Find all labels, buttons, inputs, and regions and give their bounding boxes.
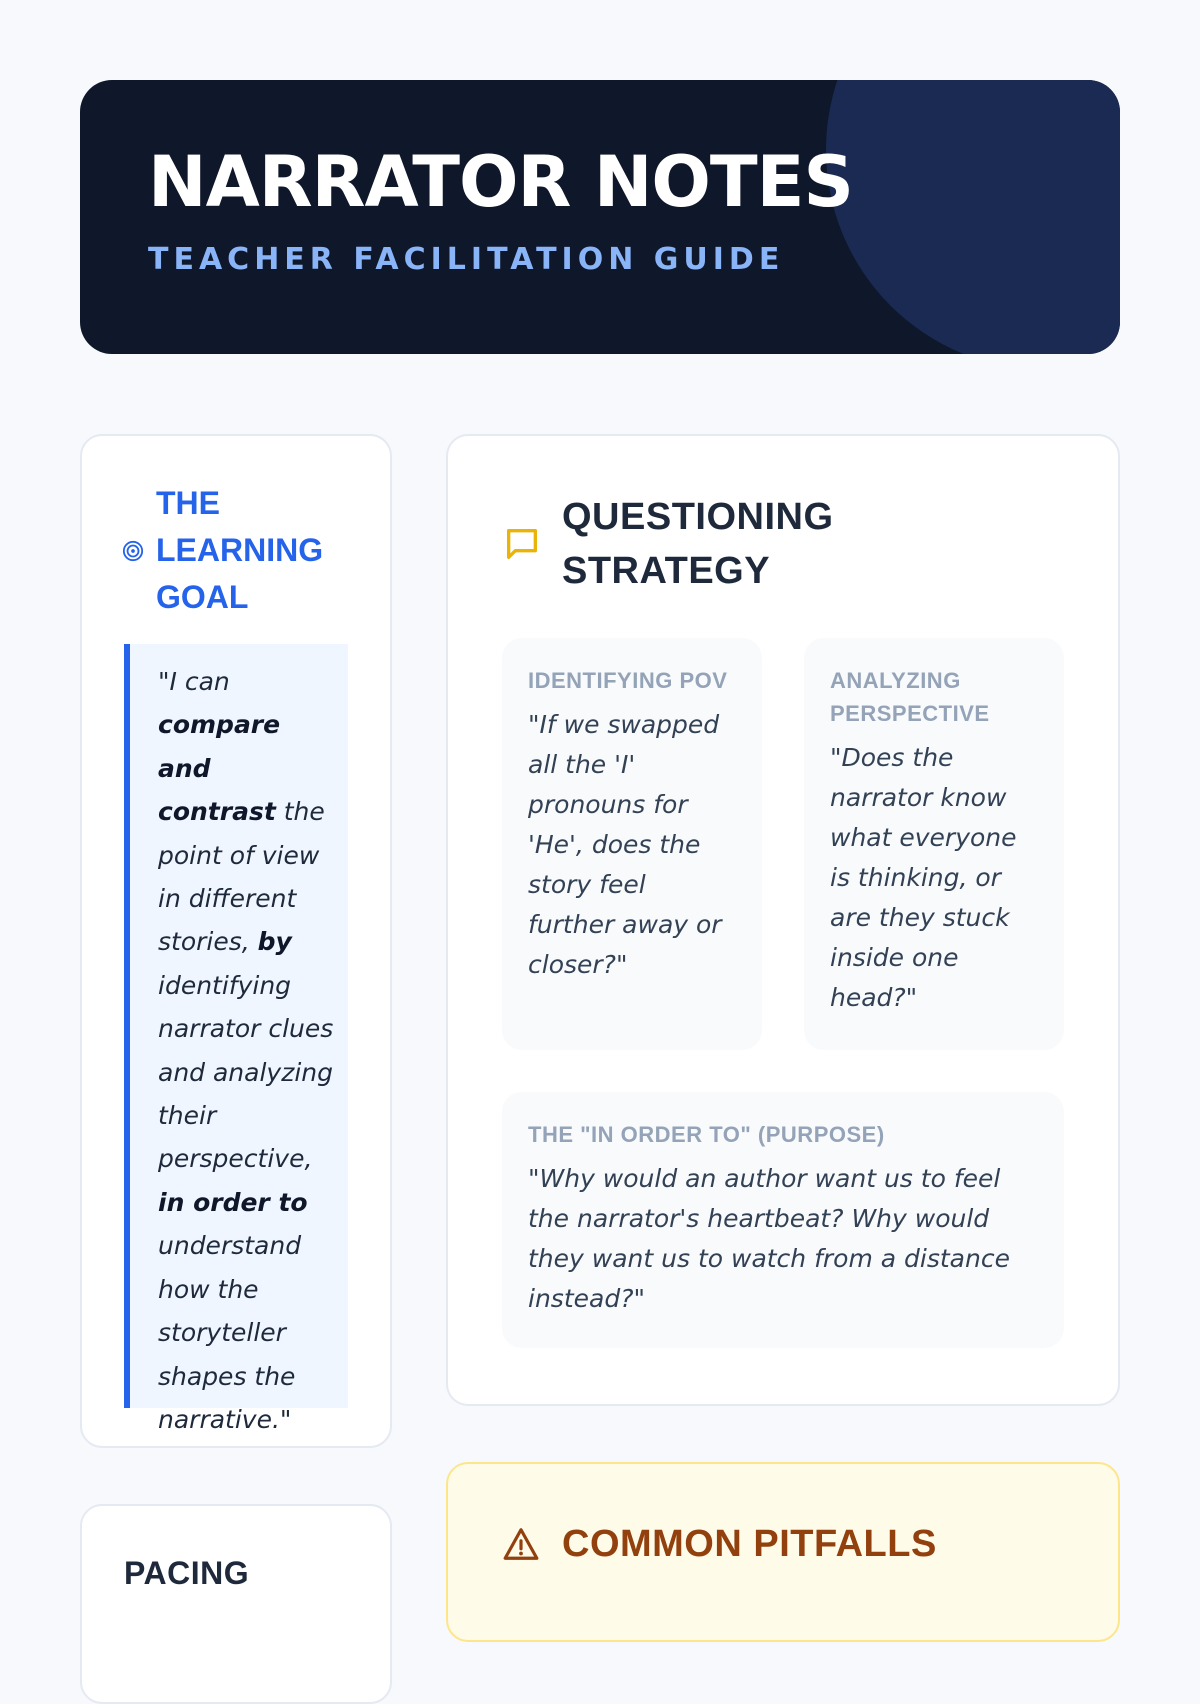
common-pitfalls-card	[446, 1462, 1120, 1642]
page-subtitle: TEACHER FACILITATION GUIDE	[148, 242, 785, 277]
learning-goal-heading	[122, 480, 346, 621]
question-box-purpose	[502, 1092, 1064, 1348]
learning-goal-card	[80, 434, 392, 1448]
question-text: "If we swapped all the 'I' pronouns for 'He', does the story feel further away or closer?"	[528, 710, 722, 979]
page-header	[80, 80, 1120, 354]
question-box-analyzing-perspective	[804, 638, 1064, 1050]
pacing-card	[80, 1504, 392, 1704]
header-decoration	[826, 80, 1120, 354]
common-pitfalls-title: COMMON PITFALLS	[562, 1523, 937, 1565]
learning-goal-quote: "I can compare and contrast the point of view in different stories, by identifying narrator clues and analyzing their perspective, in order to understand how the storyteller shapes the narrative."	[124, 644, 348, 1408]
question-text: "Does the narrator know what everyone is thinking, or are they stuck inside one head?"	[830, 743, 1017, 1012]
learning-goal-title: THE LEARNING GOAL	[156, 485, 324, 615]
pacing-title: PACING	[124, 1555, 250, 1591]
question-label: ANALYZING PERSPECTIVE	[830, 668, 990, 726]
target-icon	[122, 540, 144, 562]
speech-bubble-icon	[502, 524, 542, 564]
question-box-identifying-pov	[502, 638, 762, 1050]
page-title: NARRATOR NOTES	[148, 141, 853, 223]
question-label: IDENTIFYING POV	[528, 668, 728, 693]
questioning-strategy-card	[446, 434, 1120, 1406]
questioning-strategy-heading	[502, 490, 834, 598]
common-pitfalls-heading	[502, 1520, 937, 1568]
warning-icon	[502, 1525, 540, 1563]
questioning-strategy-title: QUESTIONING STRATEGY	[562, 496, 834, 592]
question-text: "Why would an author want us to feel the narrator's heartbeat? Why would they want us to watch from a distance instead?"	[528, 1164, 1010, 1313]
question-label: THE "IN ORDER TO" (PURPOSE)	[528, 1122, 885, 1147]
